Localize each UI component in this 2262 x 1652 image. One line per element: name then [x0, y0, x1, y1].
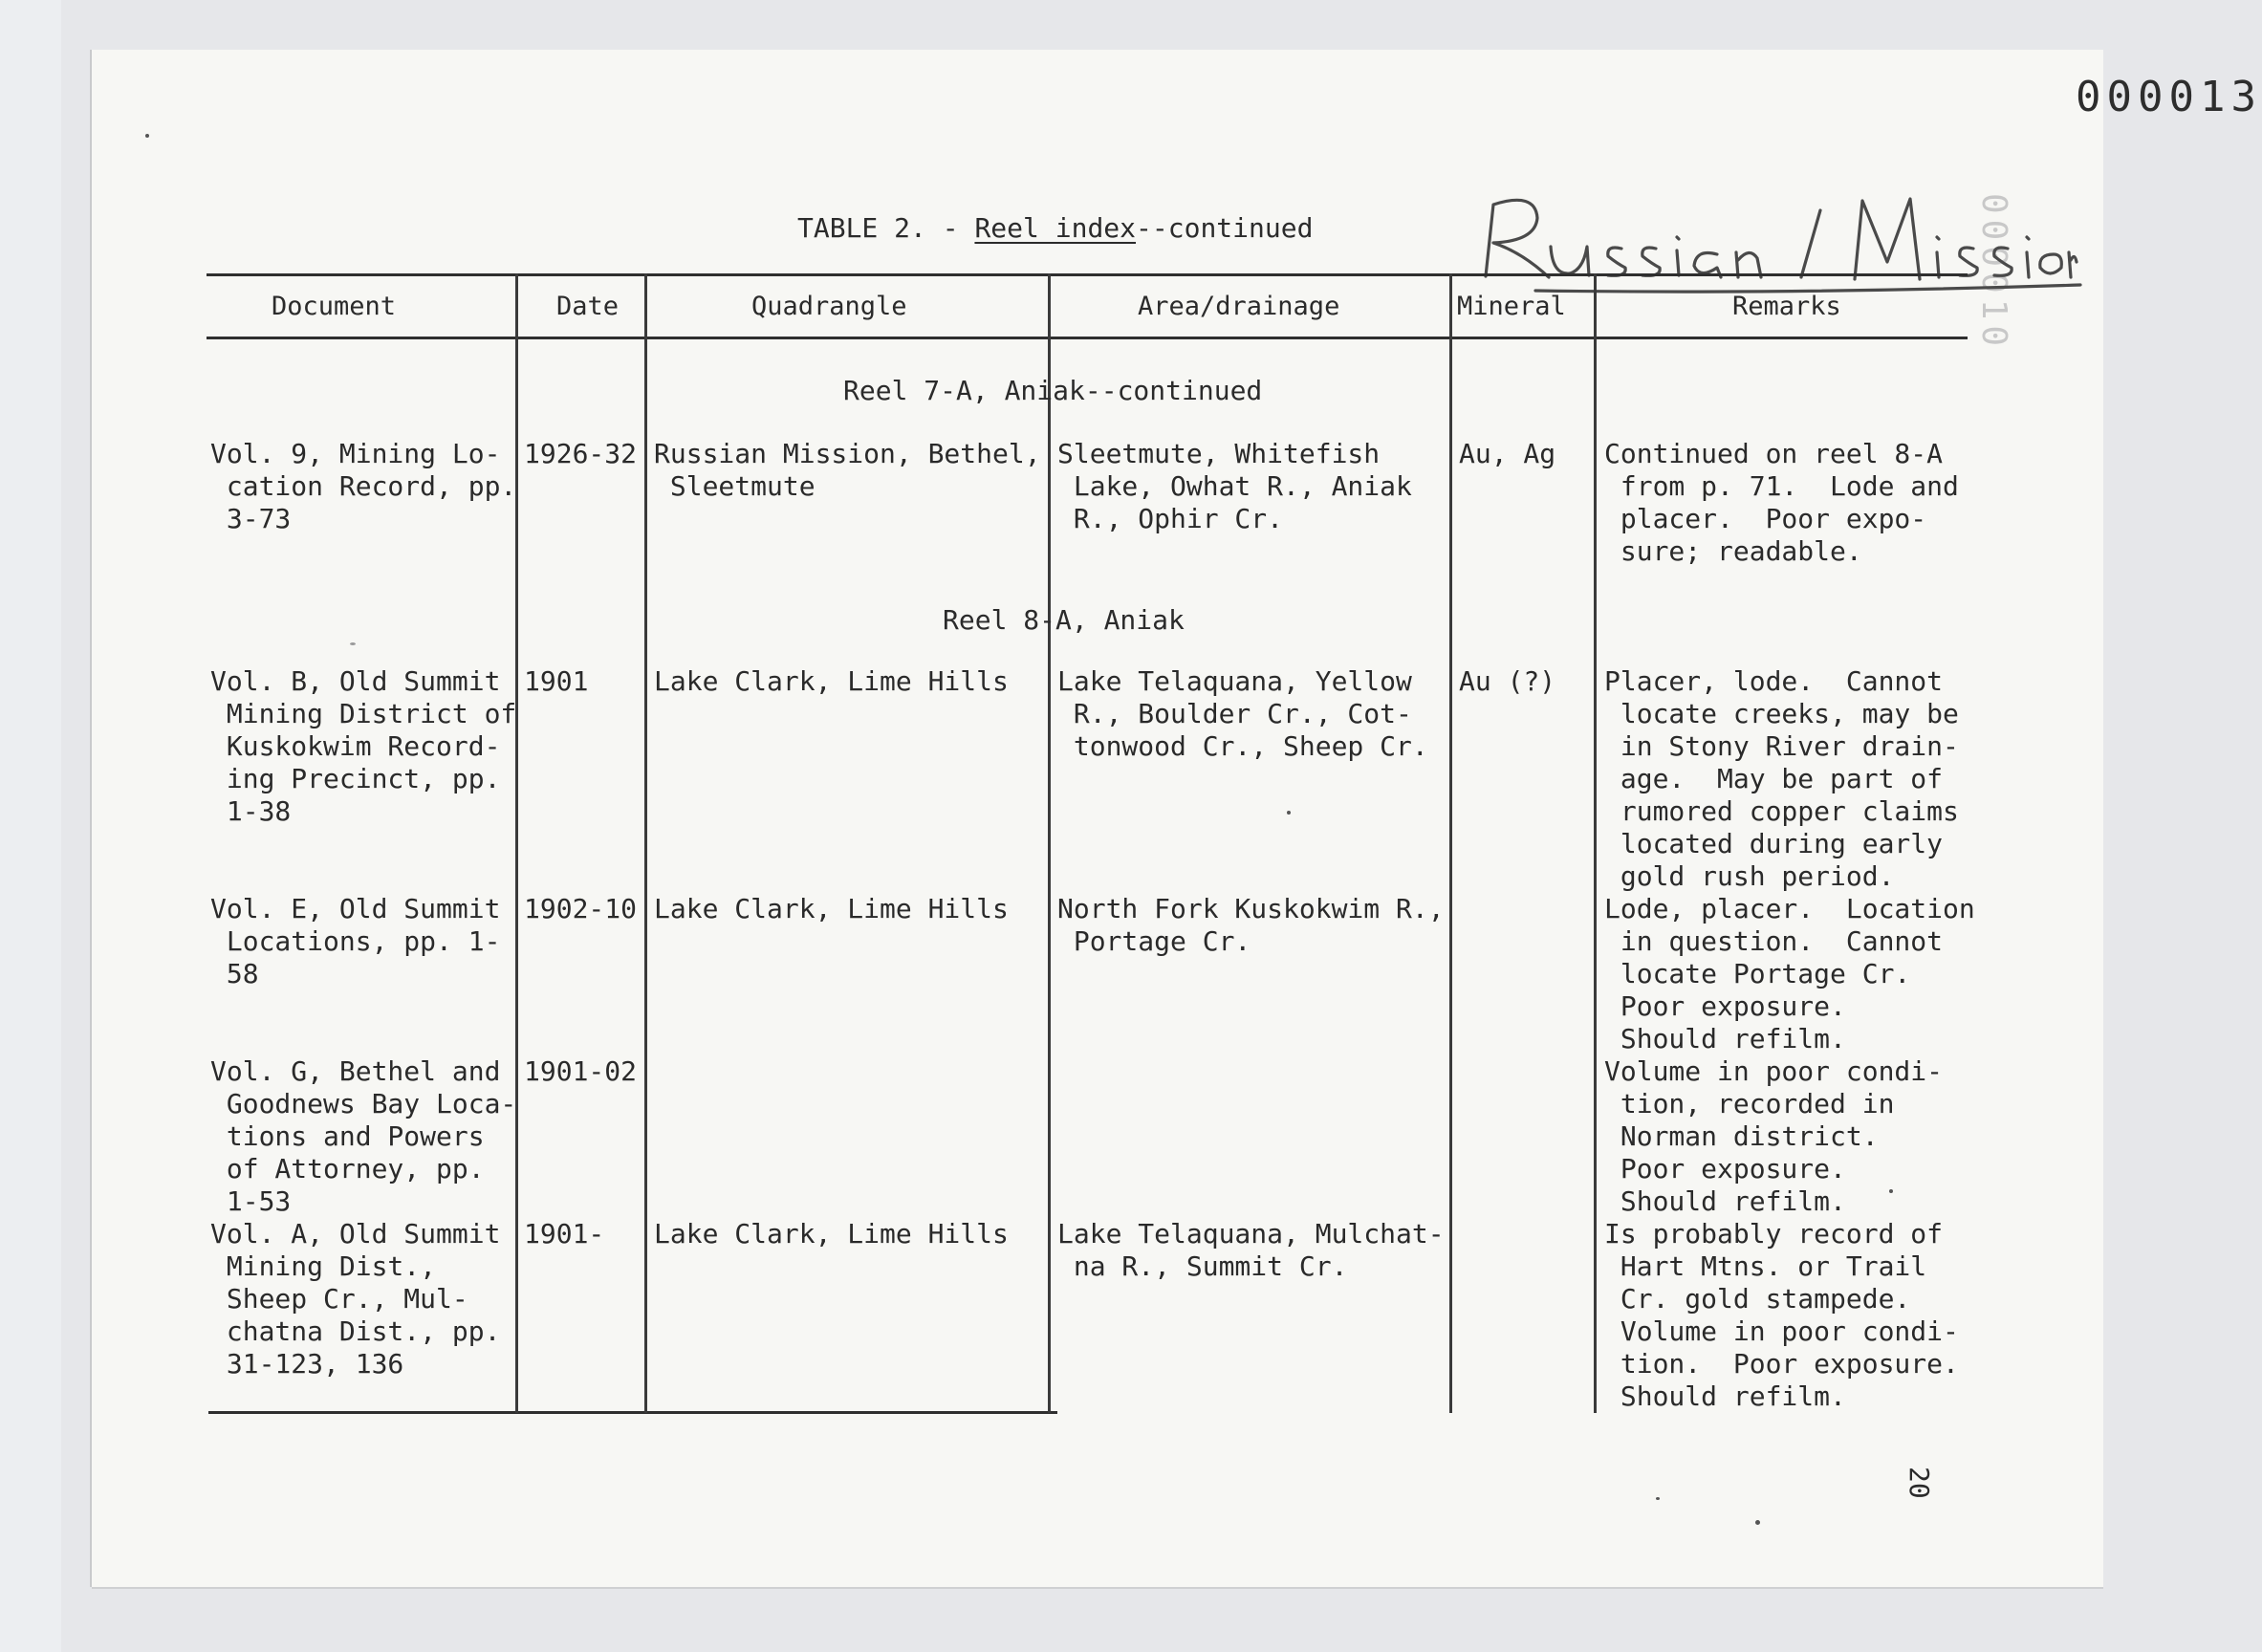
- cell-remarks: Placer, lode. Cannot locate creeks, may be in Stony River drain- age. May be part of rumored copper claims located during early gold rush period.: [1604, 665, 1959, 892]
- cell-mineral: Au, Ag: [1459, 438, 1556, 469]
- column-header-remarks: Remarks: [1732, 292, 1841, 321]
- cell-document: Vol. B, Old Summit Mining District of Kuskokwim Record- ing Precinct, pp. 1-38: [210, 665, 517, 827]
- cell-date: 1902-10: [524, 893, 638, 924]
- scan-speck: [1287, 811, 1291, 815]
- cell-remarks: Lode, placer. Location in question. Cannot locate Portage Cr. Poor exposure. Should refilm.: [1604, 893, 1975, 1054]
- cell-date: 1901-: [524, 1218, 605, 1250]
- cell-mineral: Au (?): [1459, 665, 1556, 697]
- cell-remarks: Is probably record of Hart Mtns. or Trail Cr. gold stampede. Volume in poor condi- tion. Poor exposure. Should refilm.: [1604, 1218, 1959, 1412]
- reel-index-table: [92, 50, 2103, 1587]
- cell-remarks: Continued on reel 8-A from p. 71. Lode and placer. Poor expo- sure; readable.: [1604, 438, 1959, 567]
- cell-area: North Fork Kuskokwim R., Portage Cr.: [1057, 893, 1445, 957]
- cell-quadrangle: Russian Mission, Bethel, Sleetmute: [654, 438, 1041, 502]
- scan-speck: [145, 134, 149, 138]
- cell-document: Vol. 9, Mining Lo- cation Record, pp. 3-73: [210, 438, 517, 534]
- column-divider: [1449, 273, 1452, 1413]
- column-divider: [644, 273, 647, 1413]
- column-header-quadrangle: Quadrangle: [751, 292, 907, 321]
- table-title-prefix: TABLE 2. -: [797, 212, 975, 244]
- section-heading: Reel 7-A, Aniak--continued: [843, 375, 1263, 406]
- cell-date: 1901-02: [524, 1055, 638, 1087]
- table-title-underlined: Reel index: [974, 212, 1137, 244]
- column-header-area-drainage: Area/drainage: [1138, 292, 1340, 321]
- cell-quadrangle: Lake Clark, Lime Hills: [654, 893, 1009, 924]
- header-bottom-rule: [207, 337, 1968, 339]
- cell-document: Vol. G, Bethel and Goodnews Bay Loca- tions and Powers of Attorney, pp. 1-53: [210, 1055, 517, 1217]
- column-divider: [1048, 273, 1051, 1413]
- cell-document: Vol. E, Old Summit Locations, pp. 1- 58: [210, 893, 501, 989]
- cell-date: 1926-32: [524, 438, 638, 469]
- column-divider: [1594, 273, 1597, 1413]
- cell-area: Lake Telaquana, Yellow R., Boulder Cr., Cot- tonwood Cr., Sheep Cr.: [1057, 665, 1428, 762]
- bleed-through-number: 000010: [1974, 193, 2013, 353]
- page-number: 20: [1903, 1467, 1935, 1499]
- cell-document: Vol. A, Old Summit Mining Dist., Sheep Cr., Mul- chatna Dist., pp. 31-123, 136: [210, 1218, 501, 1380]
- scan-speck: [1889, 1189, 1893, 1193]
- column-header-mineral: Mineral: [1457, 292, 1566, 321]
- cell-quadrangle: Lake Clark, Lime Hills: [654, 1218, 1009, 1250]
- cell-area: Lake Telaquana, Mulchat- na R., Summit Cr.: [1057, 1218, 1445, 1282]
- scan-speck: [350, 642, 356, 645]
- scan-background: [0, 0, 61, 1652]
- cell-quadrangle: Lake Clark, Lime Hills: [654, 665, 1009, 697]
- document-page: [92, 50, 2262, 1587]
- column-header-document: Document: [272, 292, 397, 321]
- table-bottom-rule: [208, 1411, 1057, 1414]
- cell-area: Sleetmute, Whitefish Lake, Owhat R., Aniak R., Ophir Cr.: [1057, 438, 1412, 534]
- document-number: 000013: [2076, 73, 2262, 121]
- table-title-suffix: --continued: [1136, 212, 1314, 244]
- scan-speck: [1755, 1520, 1760, 1525]
- cell-date: 1901: [524, 665, 589, 697]
- scan-speck: [1656, 1497, 1660, 1500]
- section-heading: Reel 8-A, Aniak: [943, 604, 1185, 636]
- cell-remarks: Volume in poor condi- tion, recorded in Norman district. Poor exposure. Should refilm.: [1604, 1055, 1944, 1217]
- table-top-rule: [207, 273, 1968, 276]
- column-header-date: Date: [556, 292, 620, 321]
